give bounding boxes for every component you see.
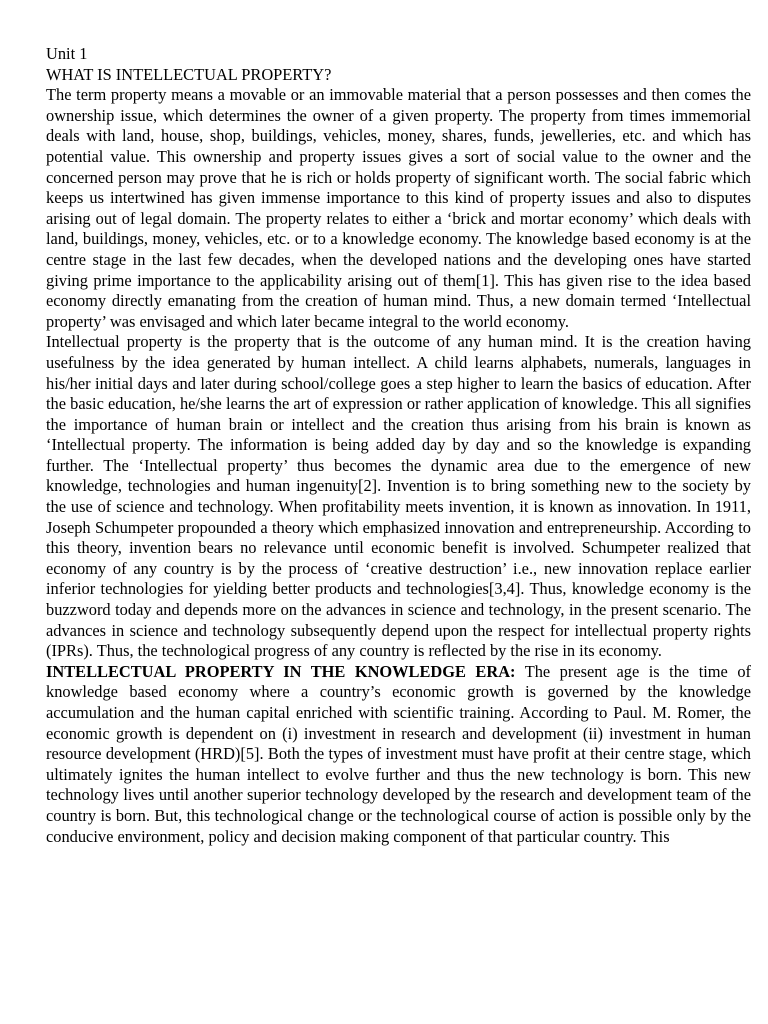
page-title: WHAT IS INTELLECTUAL PROPERTY? [46,64,332,84]
document-page [46,44,751,847]
paragraph-ownership: The term property means a movable or an immovable material that a person possesses and then comes the ownership issue, which determines the owner of a given property. The property from times immemorial deals with land, house, shop, buildings, vehicles, money, shares, funds, jewelleries, etc. and which has potential value. This ownership and property issues gives a sort of social value to the owner and the concerned person may prove that he is rich or holds property of significant worth. The social fabric which keeps us intertwined has given immense importance to this kind of property issues and also to disputes arising out of legal domain. The property relates to either a ‘brick and mortar economy’ which deals with land, buildings, money, vehicles, etc. or to a knowledge economy. The knowledge based economy is at the centre stage in the last few decades, when the developed nations and the developing ones have started giving prime importance to the applicability arising out of them[1]. This has given rise to the idea based economy directly emanating from the creation of human mind. Thus, a new domain termed ‘Intellectual property’ was envisaged and which later became integral to the world economy. [46,85,751,331]
section-heading: INTELLECTUAL PROPERTY IN THE KNOWLEDGE ERA: [46,661,516,681]
unit-label: Unit 1 [46,44,88,63]
paragraph-knowledge-era-text: The present age is the time of knowledge based economy where a country’s economic growth is governed by the knowledge accumulation and the human capital enriched with scientific training. According to Paul. M. Romer, the economic growth is dependent on (i) investment in research and development (ii) investment in human resource development (HRD)[5]. Both the types of investment must have profit at their centre stage, which ultimately ignites the human intellect to evolve further and thus the new technology is born. This new technology lives until another superior technology developed by the research and development team of the country is born. But, this technological change or the technological course of action is possible only by the conducive environment, policy and decision making component of that particular country. This [46,661,751,846]
paragraph-knowledge-era [46,662,751,847]
paragraph-intellectual-property: Intellectual property is the property that is the outcome of any human mind. It is the creation having usefulness by the idea generated by human intellect. A child learns alphabets, numerals, languages in his/her initial days and later during school/college goes a step higher to learn the basics of education. After the basic education, he/she learns the art of expression or rather application of knowledge. This all signifies the importance of human brain or intellect and the creation thus arising from his brain is known as ‘Intellectual property. The information is being added day by day and so the knowledge is expanding further. The ‘Intellectual property’ thus becomes the dynamic area due to the emergence of new knowledge, technologies and human ingenuity[2]. Invention is to bring something new to the society by the use of science and technology. When profitability meets invention, it is known as innovation. In 1911, Joseph Schumpeter propounded a theory which emphasized innovation and entrepreneurship. According to this theory, invention bears no relevance until economic benefit is involved. Schumpeter realized that economy of any country is by the process of ‘creative destruction’ i.e., new innovation replace earlier inferior technologies for yielding better products and technologies[3,4]. Thus, knowledge economy is the buzzword today and depends more on the advances in science and technology, in the present scenario. The advances in science and technology subsequently depend upon the respect for intellectual property rights (IPRs). Thus, the technological progress of any country is reflected by the rise in its economy. [46,332,751,661]
